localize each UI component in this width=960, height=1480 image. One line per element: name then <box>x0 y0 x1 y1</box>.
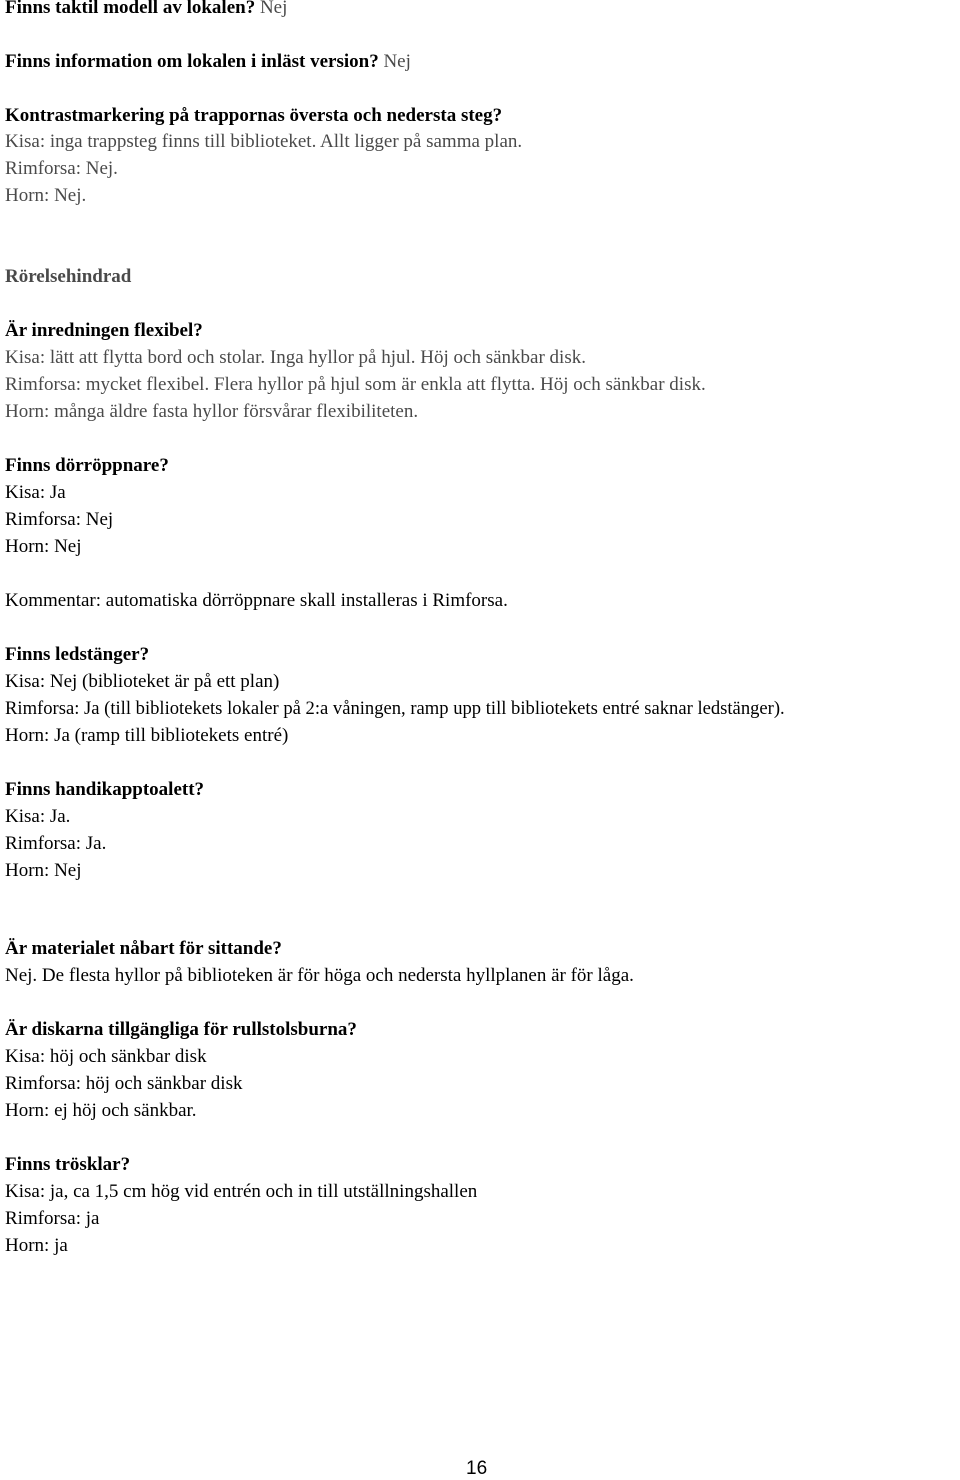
question-material-reachable: Är materialet nåbart för sittande? <box>5 938 282 959</box>
answer-line: Rimforsa: ja <box>5 1208 100 1229</box>
answer-line: Kisa: lätt att flytta bord och stolar. Inga hyllor på hjul. Höj och sänkbar disk. <box>5 347 586 368</box>
page-number: 16 <box>466 1458 488 1479</box>
answer-line: Rimforsa: mycket flexibel. Flera hyllor på hjul som är enkla att flytta. Höj och sänkbar disk. <box>5 374 706 395</box>
question-thresholds: Finns trösklar? <box>5 1154 131 1175</box>
question-accessible-toilet: Finns handikapptoalett? <box>5 779 205 800</box>
answer-line: Kisa: Ja <box>5 482 66 503</box>
answer-line: Rimforsa: Nej <box>5 509 114 530</box>
answer-line: Horn: Nej <box>5 536 82 557</box>
answer-line: Horn: många äldre fasta hyllor försvårar flexibiliteten. <box>5 401 419 422</box>
question-audio-version: Finns information om lokalen i inläst version? Nej <box>5 51 411 72</box>
answer-line: Kisa: Nej (biblioteket är på ett plan) <box>5 671 280 692</box>
answer-line: Rimforsa: Ja. <box>5 833 107 854</box>
question-handrails: Finns ledstänger? <box>5 644 150 665</box>
question-contrast-marking: Kontrastmarkering på trappornas översta och nedersta steg? <box>5 105 503 126</box>
answer-line: Kisa: Ja. <box>5 806 71 827</box>
answer-line: Horn: ja <box>5 1235 68 1256</box>
answer-line: Kisa: höj och sänkbar disk <box>5 1046 207 1067</box>
answer-line: Horn: ej höj och sänkbar. <box>5 1100 197 1121</box>
question-counters-accessible: Är diskarna tillgängliga för rullstolsburna? <box>5 1019 357 1040</box>
section-heading: Rörelsehindrad <box>5 266 132 287</box>
question-door-openers: Finns dörröppnare? <box>5 455 169 476</box>
comment-line: Kommentar: automatiska dörröppnare skall installeras i Rimforsa. <box>5 590 508 611</box>
answer-line: Kisa: ja, ca 1,5 cm hög vid entrén och in till utställningshallen <box>5 1181 478 1202</box>
answer-line: Horn: Nej <box>5 860 82 881</box>
answer-line: Kisa: inga trappsteg finns till biblioteket. Allt ligger på samma plan. <box>5 131 523 152</box>
answer-line: Rimforsa: höj och sänkbar disk <box>5 1073 243 1094</box>
answer-line: Nej. De flesta hyllor på biblioteken är för höga och nedersta hyllplanen är för låga. <box>5 965 634 986</box>
question-tactile-model: Finns taktil modell av lokalen? Nej <box>5 0 288 18</box>
answer-line: Rimforsa: Nej. <box>5 158 118 179</box>
answer-line: Horn: Ja (ramp till bibliotekets entré) <box>5 725 289 746</box>
answer-line: Horn: Nej. <box>5 185 87 206</box>
answer-line: Rimforsa: Ja (till bibliotekets lokaler på 2:a våningen, ramp upp till bibliotekets entré saknar ledstänger). <box>5 698 785 719</box>
question-flexible-furnishing: Är inredningen flexibel? <box>5 320 203 341</box>
